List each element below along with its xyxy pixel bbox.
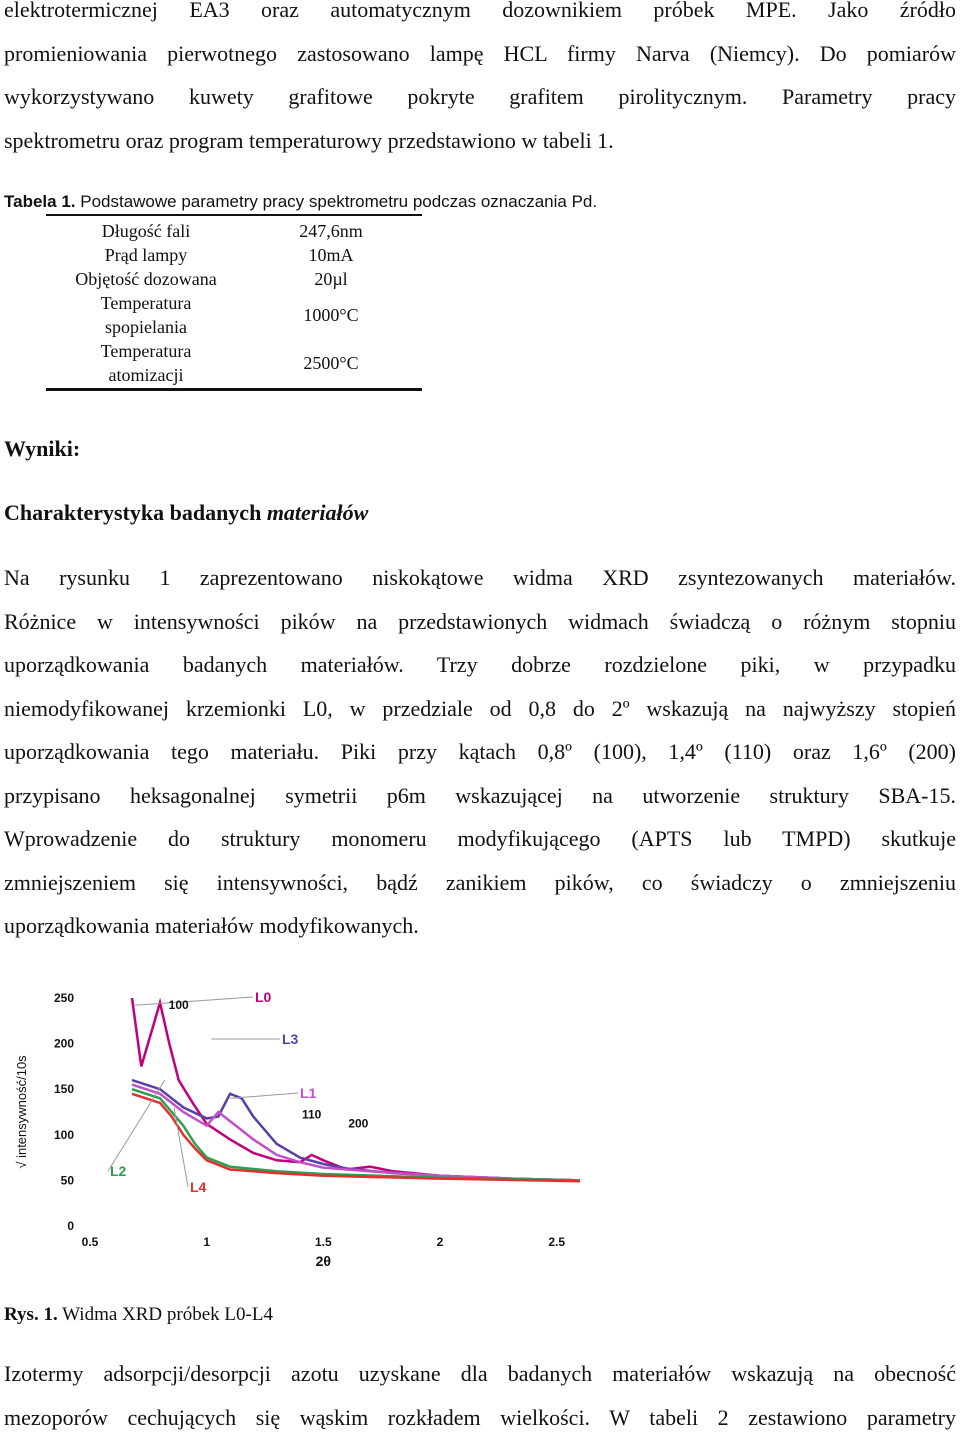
x-tick-label: 1 [203,1235,210,1249]
table-top-rule [46,214,422,216]
table-param: Objętość dozowana [46,267,246,291]
table-value: 1000°C [236,303,426,327]
table-param: atomizacji [46,363,246,387]
series-label-leader [230,1093,298,1098]
text-line: Różnice w intensywności pików na przedstawionych widmach świadczą o różnym stopniu [4,600,956,644]
table-value: 20µl [236,267,426,291]
x-tick-label: 2 [437,1235,444,1249]
peak-annotation: 200 [348,1117,368,1131]
table-value: 10mA [236,243,426,267]
y-axis-label: √ intensywność/10s [14,1055,29,1169]
y-tick-label: 200 [54,1037,74,1051]
text-line: zmniejszeniem się intensywności, bądź zanikiem pików, co świadczy o zmniejszeniu [4,861,956,905]
results-paragraph [4,556,956,948]
figure-caption-label: Rys. 1. [4,1304,58,1325]
section-heading [4,500,368,526]
table-param: Temperatura [46,291,246,315]
y-tick-label: 100 [54,1128,74,1142]
text-line: mezoporów cechujących się wąskim rozkładem wielkości. W tabeli 2 zestawiono parametry [4,1396,956,1439]
x-tick-label: 1.5 [315,1235,332,1249]
table-param: Temperatura [46,339,246,363]
series-label: L2 [110,1163,127,1179]
text-line: Izotermy adsorpcji/desorpcji azotu uzyskane dla badanych materiałów wskazują na obecność [4,1352,956,1396]
text-line: przypisano heksagonalnej symetrii p6m wskazującej na utworzenie struktury SBA-15. [4,774,956,818]
table-param: spopielania [46,315,246,339]
y-tick-label: 50 [61,1173,75,1187]
series-line-l2 [132,1089,580,1180]
text-line: Wprowadzenie do struktury monomeru modyfikującego (APTS lub TMPD) skutkuje [4,817,956,861]
xrd-chart [0,978,620,1278]
intro-paragraph [4,0,956,162]
y-tick-label: 150 [54,1082,74,1096]
text-line: Na rysunku 1 zaprezentowano niskokątowe widma XRD zsyntezowanych materiałów. [4,556,956,600]
peak-annotation: 100 [169,998,189,1012]
table-caption-label: Tabela 1. [4,192,76,211]
table-param: Długość fali [46,219,246,243]
x-axis-label: 2θ [316,1253,331,1269]
series-label: L1 [300,1085,317,1101]
text-line: uporządkowania tego materiału. Piki przy kątach 0,8º (100), 1,4º (110) oraz 1,6º (200) [4,730,956,774]
x-tick-label: 0.5 [82,1235,99,1249]
table-caption [4,192,597,212]
figure-caption-text: Widma XRD próbek L0-L4 [62,1304,273,1325]
table-param: Prąd lampy [46,243,246,267]
table-value: 2500°C [236,351,426,375]
text-line: niemodyfikowanej krzemionki L0, w przedziale od 0,8 do 2º wskazują na najwyższy stopień [4,687,956,731]
series-line-l1 [132,1085,580,1181]
y-tick-label: 0 [67,1219,74,1233]
series-label: L3 [282,1031,299,1047]
text-line: uporządkowania badanych materiałów. Trzy dobrze rozdzielone piki, w przypadku [4,643,956,687]
series-label-leader [108,1080,165,1171]
figure-caption [4,1304,273,1326]
table-value: 247,6nm [236,219,426,243]
series-label-leader [174,1107,188,1187]
text-line: promieniowania pierwotnego zastosowano lampę HCL firmy Narva (Niemcy). Do pomiarów [4,32,956,76]
y-tick-label: 250 [54,991,74,1005]
section-heading-text: Charakterystyka badanych [4,500,267,525]
text-line: uporządkowania materiałów modyfikowanych. [4,904,956,948]
final-paragraph [4,1352,956,1439]
peak-annotation: 110 [302,1107,322,1121]
results-heading: Wyniki: [4,436,80,462]
section-heading-italic: materiałów [267,500,368,525]
text-line: elektrotermicznej EA3 oraz automatycznym dozownikiem próbek MPE. Jako źródło [4,0,956,32]
x-tick-label: 2.5 [548,1235,565,1249]
series-label: L4 [190,1179,207,1195]
text-line: spektrometru oraz program temperaturowy przedstawiono w tabeli 1. [4,119,956,163]
text-line: wykorzystywano kuwety grafitowe pokryte grafitem pirolitycznym. Parametry pracy [4,75,956,119]
table-caption-text: Podstawowe parametry pracy spektrometru podczas oznaczania Pd. [80,192,597,211]
series-label-leader [134,997,253,1005]
table-bottom-rule [46,388,422,391]
series-label: L0 [255,989,272,1005]
